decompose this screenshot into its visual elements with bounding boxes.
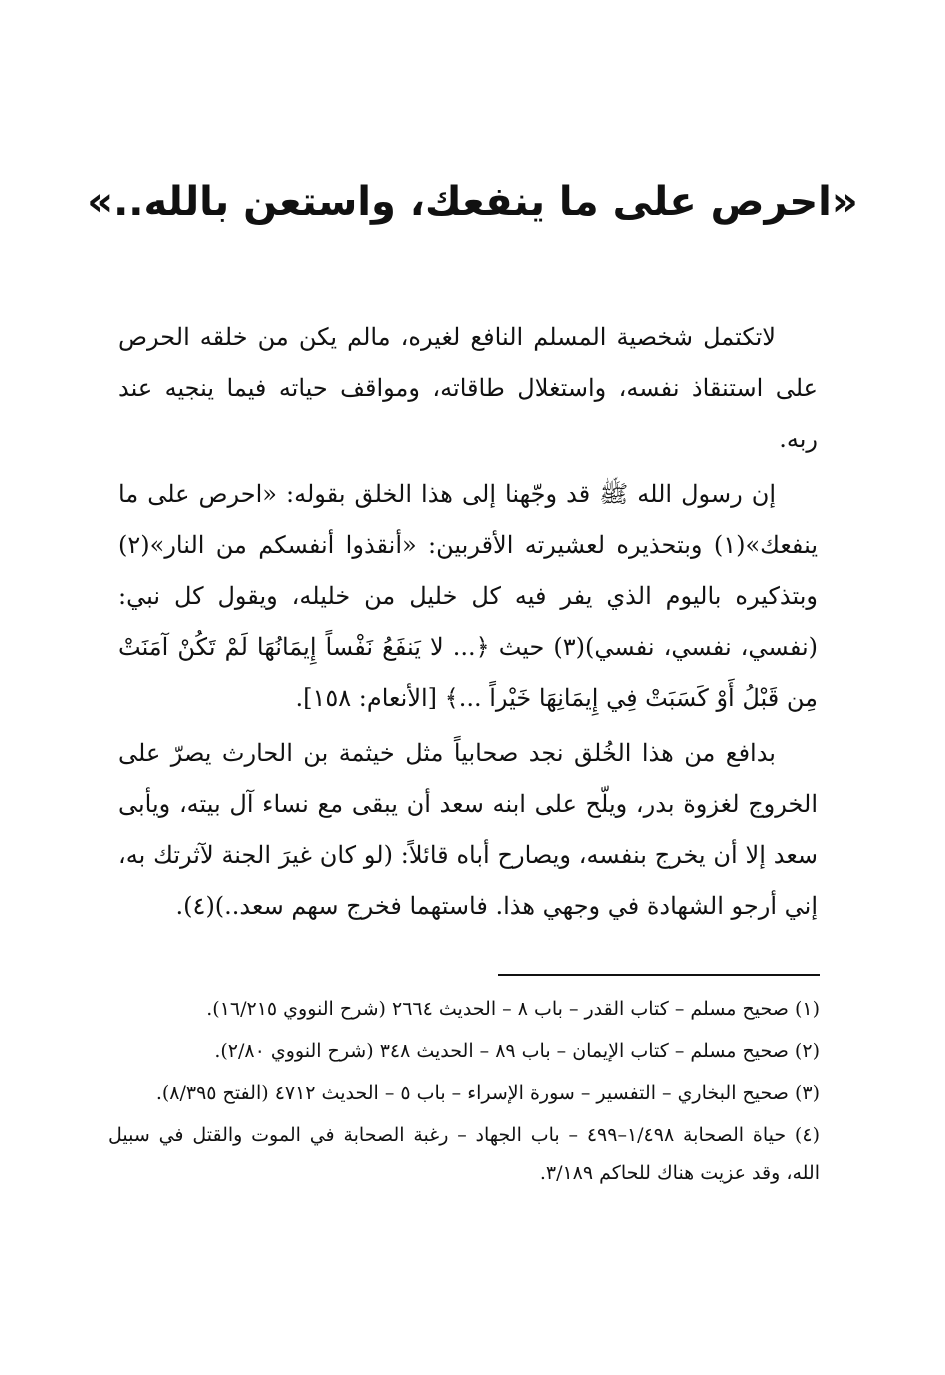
footnotes — [108, 990, 820, 1196]
footnote-separator — [498, 974, 820, 976]
footnote: (٢) صحيح مسلم – كتاب الإيمان – باب ٨٩ – الحديث ٣٤٨ (شرح النووي ٢/٨٠). — [214, 1040, 820, 1062]
chapter-title: «احرص على ما ينفعك، واستعن بالله..» — [87, 179, 858, 225]
paragraph: لاتكتمل شخصية المسلم النافع لغيره، مالم يكن من خلقه الحرص على استنقاذ نفسه، واستغلال طاقاته، ومواقف حياته فيما ينجيه عند ربه. — [118, 323, 818, 453]
footnote: (٤) حياة الصحابة ١/٤٩٨–٤٩٩ – باب الجهاد – رغبة الصحابة في الموت والقتل في سبيل الله، وقد عزيت هناك للحاكم ٣/١٨٩. — [108, 1124, 820, 1184]
main-text — [118, 312, 818, 936]
paragraph: إن رسول الله ﷺ قد وجّهنا إلى هذا الخلق بقوله: «احرص على ما ينفعك»(١) وبتحذيره لعشيرته الأقربين: «أنقذوا أنفسكم من النار»(٢) وبتذكيره باليوم الذي يفر فيه كل خليل من خليله، ويقول كل نبي: (نفسي، نفسي، نفسي)(٣) حيث ﴿... لا يَنفَعُ نَفْساً إِيمَانُهَا لَمْ تَكُنْ آمَنَتْ مِن قَبْلُ أَوْ كَسَبَتْ فِي إِيمَانِهَا خَيْراً ...﴾ [الأنعام: ١٥٨]. — [118, 480, 818, 712]
footnote: (١) صحيح مسلم – كتاب القدر – باب ٨ – الحديث ٢٦٦٤ (شرح النووي ١٦/٢١٥). — [206, 998, 820, 1020]
footnote: (٣) صحيح البخاري – التفسير – سورة الإسراء – باب ٥ – الحديث ٤٧١٢ (الفتح ٨/٣٩٥). — [155, 1082, 820, 1104]
paragraph: بدافع من هذا الخُلق نجد صحابياً مثل خيثمة بن الحارث يصرّ على الخروج لغزوة بدر، ويلّح على ابنه سعد أن يبقى مع نساء آل بيته، ويأبى سعد إلا أن يخرج بنفسه، ويصارح أباه قائلاً: (لو كان غيرَ الجنة لآثرتك به، إني أرجو الشهادة في وجهي هذا. فاستهما فخرج سهم سعد..)(٤). — [118, 739, 819, 920]
